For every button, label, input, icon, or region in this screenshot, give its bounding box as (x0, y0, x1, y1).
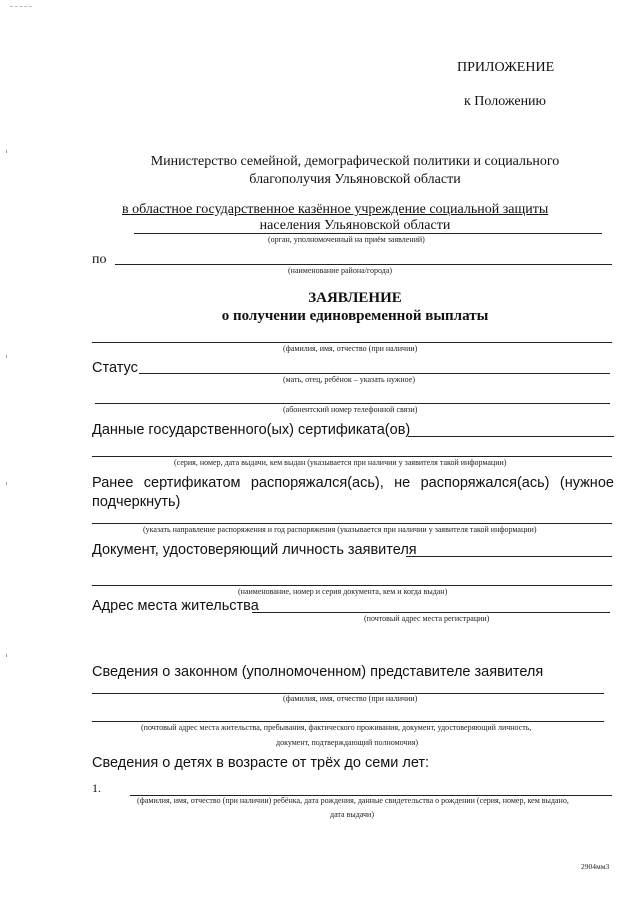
applicant-fio-caption: (фамилия, имя, отчество (при наличии) (283, 344, 418, 353)
address-label: Адрес места жительства (92, 598, 259, 614)
representative-label: Сведения о законном (уполномоченном) представителе заявителя (92, 664, 544, 680)
status-input-line[interactable] (139, 373, 610, 374)
identity-document-label: Документ, удостоверяющий личность заявителя (92, 542, 417, 558)
certificate-input-line-a[interactable] (408, 436, 614, 437)
child-number: 1. (92, 781, 101, 795)
po-label: по (92, 252, 107, 267)
previous-use-line2: подчеркнуть) (92, 494, 181, 510)
child-caption-1: (фамилия, имя, отчество (при наличии) ребёнка, дата рождения, данные свидетельства о рождении (серия, номер, кем выдано, (137, 796, 569, 805)
child-caption-2: дата выдачи) (330, 810, 374, 819)
identity-document-input-line-b[interactable] (92, 585, 612, 586)
previous-use-caption: (указать направление распоряжения и год распоряжения (указывается при наличии у заявителя такой информации) (143, 525, 537, 534)
previous-use-line1 (92, 475, 614, 491)
addressee-underline (134, 233, 602, 234)
phone-input-line[interactable] (95, 403, 610, 404)
previous-use-word: Ранее (92, 475, 134, 491)
previous-use-word: (нужное (559, 475, 614, 491)
appendix-heading: ПРИЛОЖЕНИЕ (457, 60, 555, 75)
previous-use-input-line[interactable] (92, 523, 612, 524)
certificate-input-line-b[interactable] (92, 456, 612, 457)
representative-address-line[interactable] (92, 721, 604, 722)
previous-use-word: распоряжался(ась) (420, 475, 550, 491)
addressee-line1: в областное государственное казённое учреждение социальной защиты (122, 202, 549, 217)
certificate-label: Данные государственного(ых) сертификата(ов) (92, 422, 411, 438)
phone-caption: (абонентский номер телефонной связи) (283, 405, 418, 414)
addressee-caption: (орган, уполномоченный на приём заявлений) (268, 235, 425, 244)
status-label: Статус (92, 360, 138, 376)
previous-use-word: распоряжался(ась), (250, 475, 384, 491)
certificate-caption: (серия, номер, дата выдачи, кем выдан (указывается при наличии у заявителя такой информации) (174, 458, 507, 467)
document-code: 2904мм3 (581, 862, 610, 871)
document-subtitle: о получении единовременной выплаты (221, 308, 489, 324)
scan-edge-mark (6, 355, 7, 358)
previous-use-word: не (394, 475, 411, 491)
document-title: ЗАЯВЛЕНИЕ (308, 290, 402, 306)
appendix-reference: к Положению (464, 94, 547, 109)
region-input-line[interactable] (115, 264, 612, 265)
scan-edge-mark (6, 150, 7, 153)
status-caption: (мать, отец, ребёнок – указать нужное) (283, 375, 415, 384)
ministry-name-line1: Министерство семейной, демографической политики и социального (150, 154, 560, 169)
address-input-line[interactable] (252, 612, 610, 613)
region-caption: (наименование района/города) (288, 266, 393, 275)
children-label: Сведения о детях в возрасте от трёх до семи лет: (92, 755, 430, 771)
scan-edge-mark (6, 654, 7, 657)
representative-address-caption-1: (почтовый адрес места жительства, пребывания, фактического проживания, документ, удостоверяющий личность, (141, 723, 532, 732)
representative-address-caption-2: документ, подтверждающий полномочия) (276, 738, 419, 747)
applicant-fio-line[interactable] (92, 342, 612, 343)
ministry-name-line2: благополучия Ульяновской области (249, 172, 461, 187)
scan-edge-mark (6, 482, 7, 485)
representative-fio-caption: (фамилия, имя, отчество (при наличии) (283, 694, 418, 703)
identity-document-caption: (наименование, номер и серия документа, кем и когда выдан) (238, 587, 448, 596)
addressee-line2: населения Ульяновской области (259, 218, 451, 233)
scan-top-mark (10, 6, 32, 7)
identity-document-input-line-a[interactable] (406, 556, 612, 557)
address-caption: (почтовый адрес места регистрации) (364, 614, 490, 623)
previous-use-word: сертификатом (143, 475, 241, 491)
